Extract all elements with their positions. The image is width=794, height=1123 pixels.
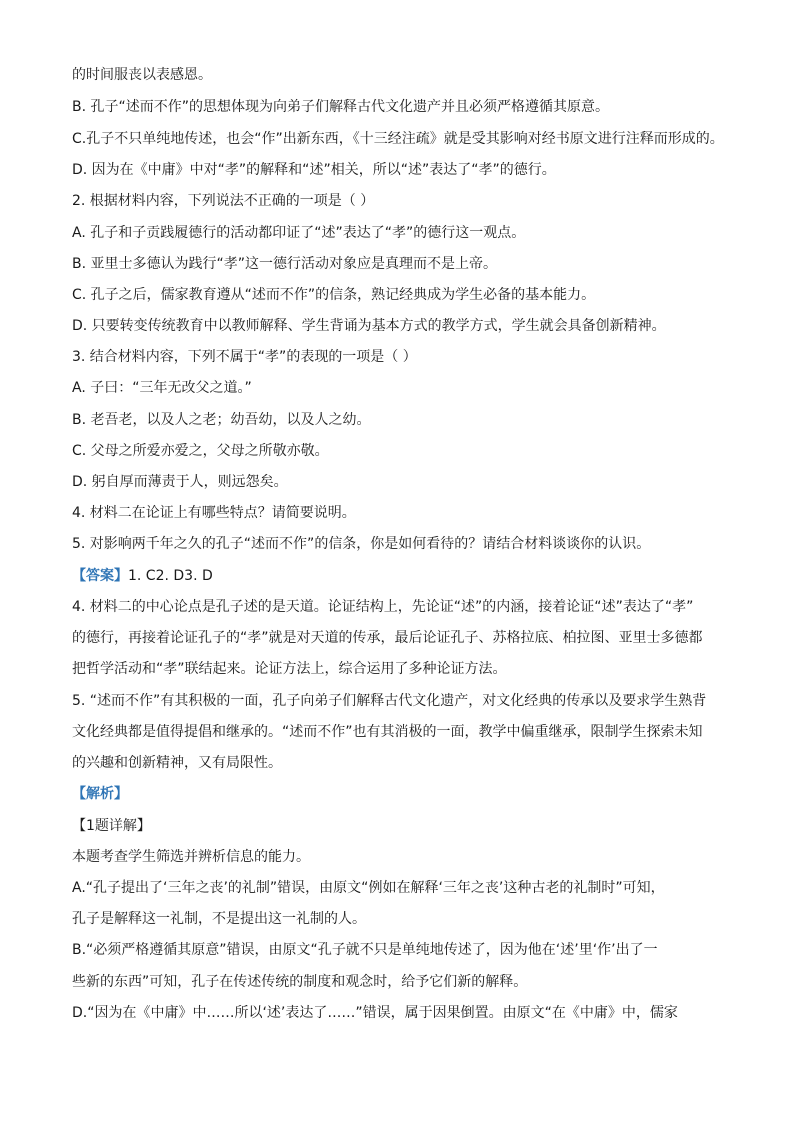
question-3: 3. 结合材料内容，下列不属于“孝”的表现的一项是（ ） (72, 349, 417, 365)
analysis-line: 些新的东西”可知，孔子在传述传统的制度和观念时，给予它们新的解释。 (72, 974, 528, 990)
answer-paragraph-line: 的兴趣和创新精神，又有局限性。 (72, 755, 282, 771)
option-d-line: D. 因为在《中庸》中对“孝”的解释和“述”相关，所以“述”表达了“孝”的德行。 (72, 162, 556, 178)
answer-paragraph-line: 的德行，再接着论证孔子的“孝”就是对天道的传承，最后论证孔子、苏格拉底、柏拉图、亚里士多德都 (72, 630, 703, 646)
question-4: 4. 材料二在论证上有哪些特点？请简要说明。 (72, 505, 356, 521)
option-c-line: C.孔子不只单纯地传述，也会“作”出新东西，《十三经注疏》就是受其影响对经书原文进行注释而形成的。 (72, 131, 724, 147)
answer-choices: 1. C2. D3. D (128, 568, 213, 584)
option-d-line: D. 躬自厚而薄责于人，则远怨矣。 (72, 474, 288, 490)
answer-paragraph-line: 文化经典都是值得提倡和继承的。“述而不作”也有其消极的一面，教学中偏重继承，限制学生探索未知 (72, 724, 703, 740)
option-c-line: C. 孔子之后，儒家教育遵从“述而不作”的信条，熟记经典成为学生必备的基本能力。 (72, 287, 596, 303)
option-b-line: B. 老吾老，以及人之老；幼吾幼，以及人之幼。 (72, 412, 371, 428)
analysis-line: 孔子是解释这一礼制，不是提出这一礼制的人。 (72, 911, 366, 927)
analysis-line: B.“必须严格遵循其原意”错误，由原文“孔子就不只是单纯地传述了，因为他在‘述’里‘作’出了一 (72, 942, 658, 958)
option-d-line: D. 只要转变传统教育中以教师解释、学生背诵为基本方式的教学方式，学生就会具备创新精神。 (72, 318, 666, 334)
question-2: 2. 根据材料内容，下列说法不正确的一项是（ ） (72, 193, 375, 209)
answer-tag: 【答案】 (72, 568, 128, 584)
option-a-line: A. 子曰：“三年无改父之道。” (72, 380, 252, 396)
analysis-line: D.“因为在《中庸》中……所以‘述’表达了……”错误，属于因果倒置。由原文“在《中庸》中，儒家 (72, 1005, 678, 1021)
answer-paragraph-line: 4. 材料二的中心论点是孔子述的是天道。论证结构上，先论证“述”的内涵，接着论证“述”表达了“孝” (72, 599, 694, 615)
answer-paragraph-line: 把哲学活动和“孝”联结起来。论证方法上，综合运用了多种论证方法。 (72, 661, 507, 677)
option-b-line: B. 亚里士多德认为践行“孝”这一德行活动对象应是真理而不是上帝。 (72, 256, 498, 272)
option-b-line: B. 孔子“述而不作”的思想体现为向弟子们解释古代文化遗产并且必须严格遵循其原意。 (72, 99, 610, 115)
option-a-line: A. 孔子和子贡践履德行的活动都印证了“述”表达了“孝”的德行这一观点。 (72, 225, 526, 241)
text-line: 的时间服丧以表感恩。 (72, 67, 212, 83)
question-5: 5. 对影响两千年之久的孔子“述而不作”的信条，你是如何看待的？请结合材料谈谈你的认识。 (72, 536, 651, 552)
analysis-line: 本题考查学生筛选并辨析信息的能力。 (72, 849, 310, 865)
analysis-tag: 【解析】 (72, 786, 128, 802)
answer-line (72, 566, 732, 586)
detail-heading: 【1题详解】 (72, 818, 151, 834)
analysis-line: A.“孔子提出了‘三年之丧’的礼制”错误，由原文“例如在解释‘三年之丧’这种古老的礼制时”可知， (72, 880, 665, 896)
answer-paragraph-line: 5. “述而不作”有其积极的一面，孔子向弟子们解释古代文化遗产，对文化经典的传承以及要求学生熟背 (72, 693, 707, 709)
option-c-line: C. 父母之所爱亦爱之，父母之所敬亦敬。 (72, 443, 329, 459)
